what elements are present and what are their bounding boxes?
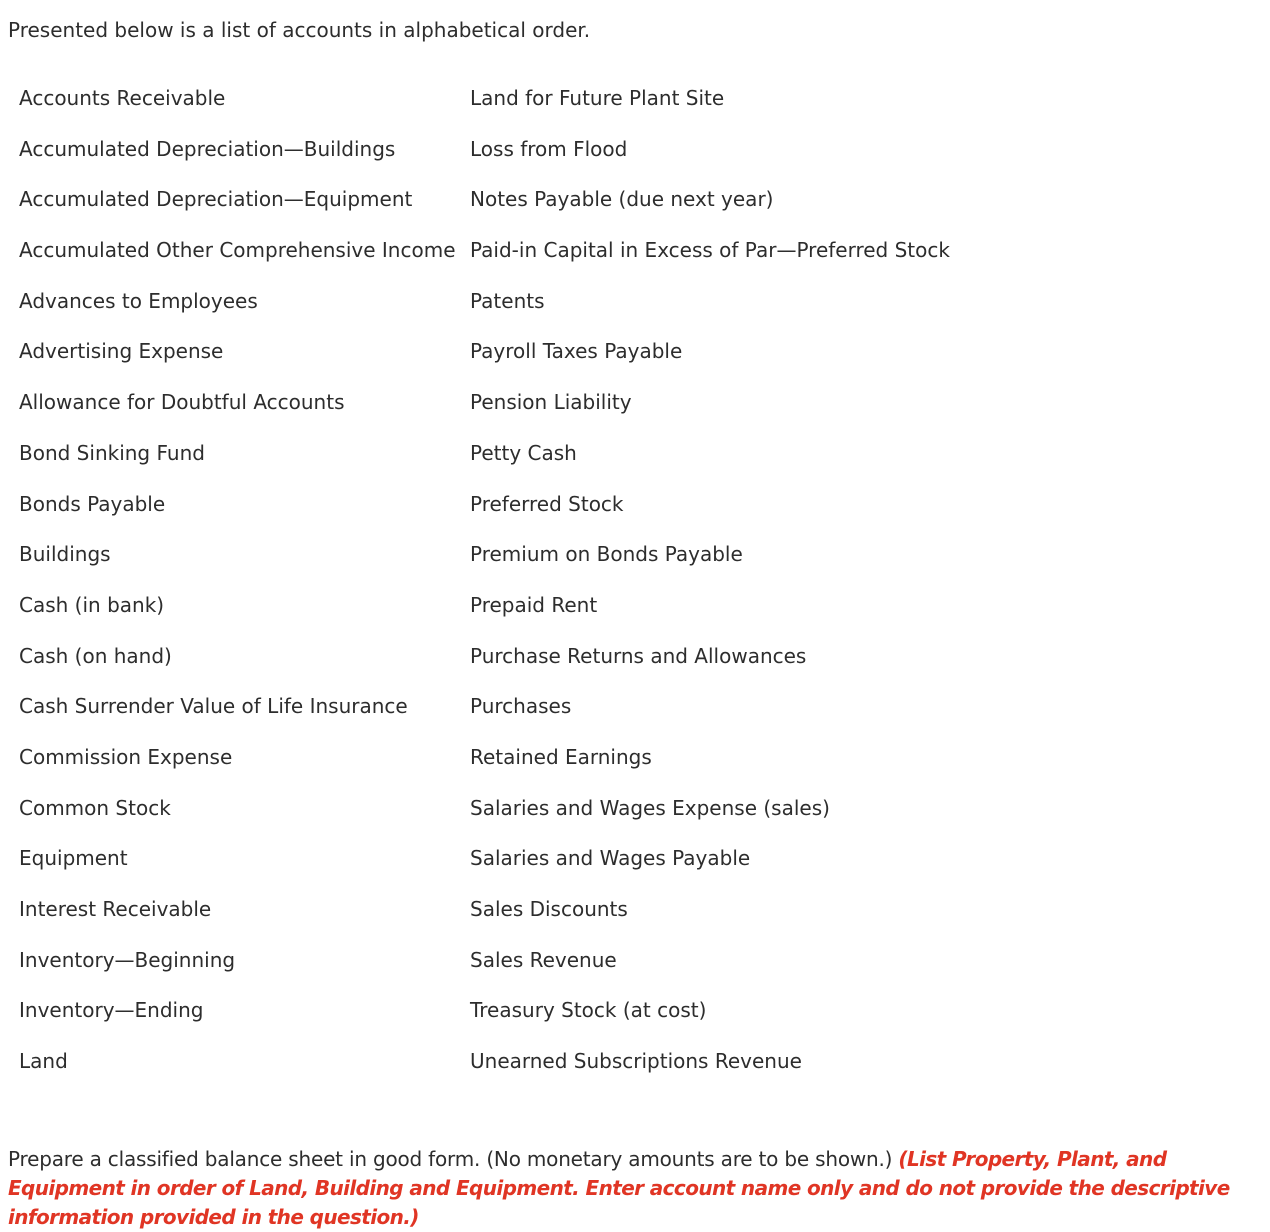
account-item-right: Patents	[470, 288, 545, 313]
account-item-right: Retained Earnings	[470, 744, 652, 769]
account-list	[19, 83, 1019, 1097]
account-item-right: Premium on Bonds Payable	[470, 542, 743, 567]
account-item-right: Payroll Taxes Payable	[470, 339, 683, 364]
account-item-right: Purchases	[470, 694, 572, 719]
account-item-left: Inventory—Ending	[19, 998, 204, 1023]
account-item-right: Treasury Stock (at cost)	[470, 998, 707, 1023]
account-item-right: Paid-in Capital in Excess of Par—Preferred Stock	[470, 238, 950, 263]
account-item-right: Pension Liability	[470, 390, 632, 415]
intro-text: Presented below is a list of accounts in alphabetical order.	[8, 18, 591, 42]
account-item-right: Prepaid Rent	[470, 592, 598, 617]
account-item-left: Accumulated Other Comprehensive Income	[19, 238, 456, 263]
account-item-left: Accumulated Depreciation—Equipment	[19, 187, 413, 212]
account-item-left: Advances to Employees	[19, 288, 258, 313]
account-item-left: Commission Expense	[19, 744, 233, 769]
account-item-left: Interest Receivable	[19, 897, 212, 921]
account-item-left: Cash Surrender Value of Life Insurance	[19, 694, 408, 719]
account-item-left: Inventory—Beginning	[19, 947, 236, 972]
instructions	[8, 1145, 1260, 1232]
account-item-right: Sales Revenue	[470, 947, 617, 972]
account-item-left: Bond Sinking Fund	[19, 440, 205, 465]
instructions-hint: (List Property, Plant, and Equipment in order of Land, Building and Equipment. Enter account name only and do not provide the descriptive information provided in the question.)	[8, 1147, 1230, 1229]
account-item-right: Land for Future Plant Site	[470, 86, 725, 110]
account-item-left: Advertising Expense	[19, 339, 224, 364]
account-item-right: Sales Discounts	[470, 897, 628, 921]
account-item-right: Purchase Returns and Allowances	[470, 643, 807, 668]
instructions-text: Prepare a classified balance sheet in good form. (No monetary amounts are to be shown.)	[8, 1147, 899, 1171]
account-item-right: Petty Cash	[470, 440, 577, 465]
account-item-right: Notes Payable (due next year)	[470, 187, 774, 212]
account-item-right: Salaries and Wages Expense (sales)	[470, 795, 830, 820]
account-item-right: Loss from Flood	[470, 136, 628, 161]
account-item-left: Equipment	[19, 846, 128, 871]
account-item-left: Land	[19, 1049, 68, 1074]
account-item-left: Allowance for Doubtful Accounts	[19, 390, 345, 415]
account-item-left: Common Stock	[19, 795, 171, 820]
account-item-left: Accounts Receivable	[19, 86, 226, 110]
account-item-left: Buildings	[19, 542, 111, 567]
account-item-left: Cash (in bank)	[19, 592, 165, 617]
account-item-right: Preferred Stock	[470, 491, 624, 516]
account-item-right: Unearned Subscriptions Revenue	[470, 1049, 802, 1074]
account-item-left: Cash (on hand)	[19, 643, 172, 668]
account-item-left: Accumulated Depreciation—Buildings	[19, 136, 396, 161]
account-item-right: Salaries and Wages Payable	[470, 846, 751, 871]
account-item-left: Bonds Payable	[19, 491, 166, 516]
